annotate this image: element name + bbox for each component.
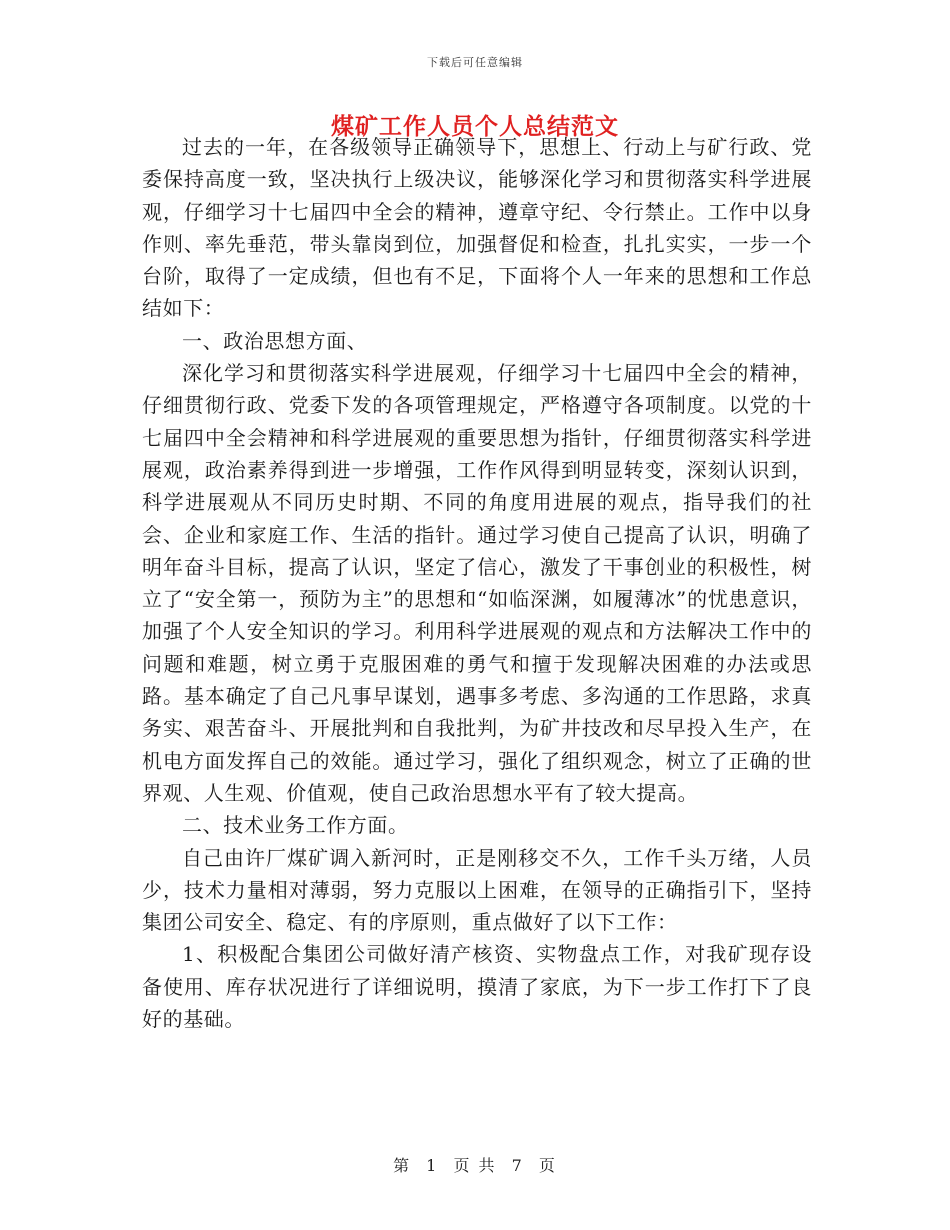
document-title: 煤矿工作人员个人总结范文 xyxy=(331,113,619,140)
header-note: 下载后可任意编辑 xyxy=(427,56,523,69)
technical-paragraph: 自己由许厂煤矿调入新河时，正是刚移交不久，工作千头万绪，人员少，技术力量相对薄弱，努力克服以上困难，在领导的正确指引下，坚持集团公司安全、稳定、有的序原则，重点做好了以下工作： xyxy=(142,845,812,935)
page-suffix: 页 xyxy=(538,1156,557,1175)
political-paragraph: 深化学习和贯彻落实科学进展观，仔细学习十七届四中全会的精神，仔细贯彻行政、党委下发的各项管理规定，严格遵守各项制度。以党的十七届四中全会精神和科学进展观的重要思想为指针，仔细贯彻落实科学进展观，政治素养得到进一步增强，工作作风得到明显转变，深刻认识到，科学进展观从不同历史时期、不同的角度用进展的观点，指导我们的社会、企业和家庭工作、生活的指针。通过学习使自己提高了认识，明确了明年奋斗目标，提高了认识，坚定了信心，激发了干事创业的积极性，树立了“安全第一，预防为主”的思想和“如临深渊，如履薄冰”的忧患意识，加强了个人安全知识的学习。利用科学进展观的观点和方法解决工作中的问题和难题，树立勇于克服困难的勇气和擅于发现解决困难的办法或思路。基本确定了自己凡事早谋划，遇事多考虑、多沟通的工作思路，求真务实、艰苦奋斗、开展批判和自我批判，为矿井技改和尽早投入生产，在机电方面发挥自己的效能。通过学习，强化了组织观念，树立了正确的世界观、人生观、价值观，使自己政治思想水平有了较大提高。 xyxy=(142,361,812,805)
section-heading-technical: 二、技术业务工作方面。 xyxy=(182,813,409,838)
page-current: 1 xyxy=(426,1156,439,1175)
page-middle: 页 共 xyxy=(453,1156,497,1175)
item-1-paragraph: 1、积极配合集团公司做好清产核资、实物盘点工作，对我矿现存设备使用、库存状况进行了详细说明，摸清了家底，为下一步工作打下了良好的基础。 xyxy=(142,942,812,1032)
page-total: 7 xyxy=(511,1156,524,1175)
intro-paragraph: 过去的一年，在各级领导正确领导下，思想上、行动上与矿行政、党委保持高度一致，坚决执行上级决议，能够深化学习和贯彻落实科学进展观，仔细学习十七届四中全会的精神，遵章守纪、令行禁止。工作中以身作则、率先垂范，带头靠岗到位，加强督促和检查，扎扎实实，一步一个台阶，取得了一定成绩，但也有不足，下面将个人一年来的思想和工作总结如下： xyxy=(142,135,812,321)
document-body xyxy=(142,131,812,1035)
section-heading-political: 一、政治思想方面、 xyxy=(182,328,368,353)
page-number-footer xyxy=(0,1153,950,1176)
page-prefix: 第 xyxy=(393,1156,412,1175)
